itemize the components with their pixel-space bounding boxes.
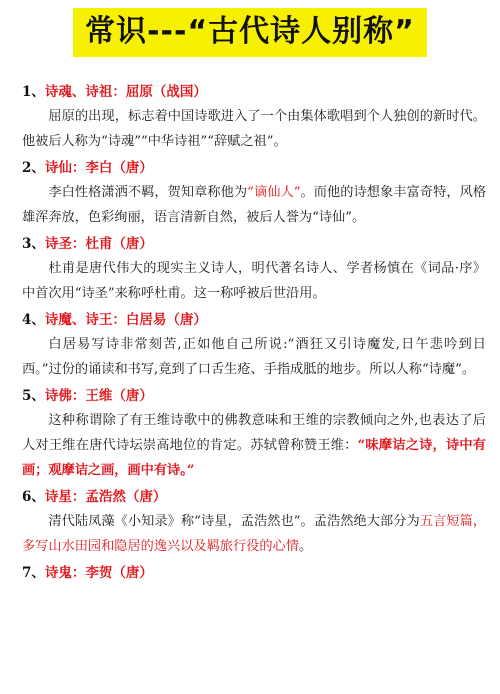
section-title: 诗魂、诗祖：屈原（战国） xyxy=(44,84,207,100)
title-container xyxy=(0,8,500,57)
section-title: 诗仙：李白（唐） xyxy=(44,160,153,176)
section-body-4: 白居易写诗非常刻苦,正如他自己所说:“酒狂又引诗魔发,日午悲吟到日西。”过份的诵读和书写,竟到了口舌生疮、手指成胝的地步。所以人称“诗魔”。 xyxy=(22,337,486,377)
section-heading-5 xyxy=(22,384,486,408)
section-title: 诗佛：王维（唐） xyxy=(44,388,153,404)
body-text: 这种称谓除了有王维诗歌中的佛教意味和王维的宗教倾向之外,也表达了后人对王维在唐代诗坛崇高地位的肯定。苏轼曾称赞王维： xyxy=(22,413,486,453)
section-body-6 xyxy=(22,509,486,559)
section-heading-6 xyxy=(22,485,486,509)
page-title: 常识---“古代诗人别称” xyxy=(73,8,427,57)
body-text: 。而他的诗想象丰富奇特，风格雄浑奔放，色彩绚丽，语言清新自然，被后人誉为“诗仙”。 xyxy=(22,185,487,225)
section-number: 6、 xyxy=(22,489,45,505)
section-body-1: 屈原的出现，标志着中国诗歌进入了一个由集体歌唱到个人独创的新时代。他被后人称为“诗魂”“中华诗祖”“辞赋之祖”。 xyxy=(22,109,486,149)
section-body-2 xyxy=(22,180,486,230)
body-text: 。 xyxy=(298,539,313,554)
section-heading-3 xyxy=(22,232,486,256)
section-heading-7 xyxy=(22,561,486,585)
section-number: 3、 xyxy=(22,236,45,252)
section-number: 5、 xyxy=(22,388,45,404)
highlight-quote: “味摩诘之诗，诗中有画；观摩诘之画，画中有诗。” xyxy=(22,438,486,478)
section-number: 2、 xyxy=(22,160,45,176)
section-title: 诗魔、诗王：白居易（唐） xyxy=(44,312,207,328)
section-body-3: 杜甫是唐代伟大的现实主义诗人，明代著名诗人、学者杨慎在《词品·序》中首次用“诗圣”来称呼杜甫。这一称呼被后世沿用。 xyxy=(22,261,486,301)
section-heading-1 xyxy=(22,80,486,104)
highlight-text: 五言短篇，多写山水田园和隐居的逸兴以及羁旅行役的心情 xyxy=(22,514,487,554)
body-text: 清代陆凤藻《小知录》称“诗星，孟浩然也”。孟浩然绝大部分为 xyxy=(48,514,420,529)
section-number: 4、 xyxy=(22,312,45,328)
section-title: 诗圣：杜甫（唐） xyxy=(44,236,153,252)
section-title: 诗鬼：李贺（唐） xyxy=(44,565,153,581)
highlight-text: “谪仙人” xyxy=(247,185,301,200)
section-number: 1、 xyxy=(22,84,45,100)
section-body-5 xyxy=(22,408,486,483)
document-body xyxy=(22,80,486,585)
body-text: 李白性格潇洒不羁，贺知章称他为 xyxy=(48,185,248,200)
section-number: 7、 xyxy=(22,565,45,581)
section-heading-2 xyxy=(22,156,486,180)
section-title: 诗星：孟浩然（唐） xyxy=(44,489,167,505)
section-heading-4 xyxy=(22,308,486,332)
